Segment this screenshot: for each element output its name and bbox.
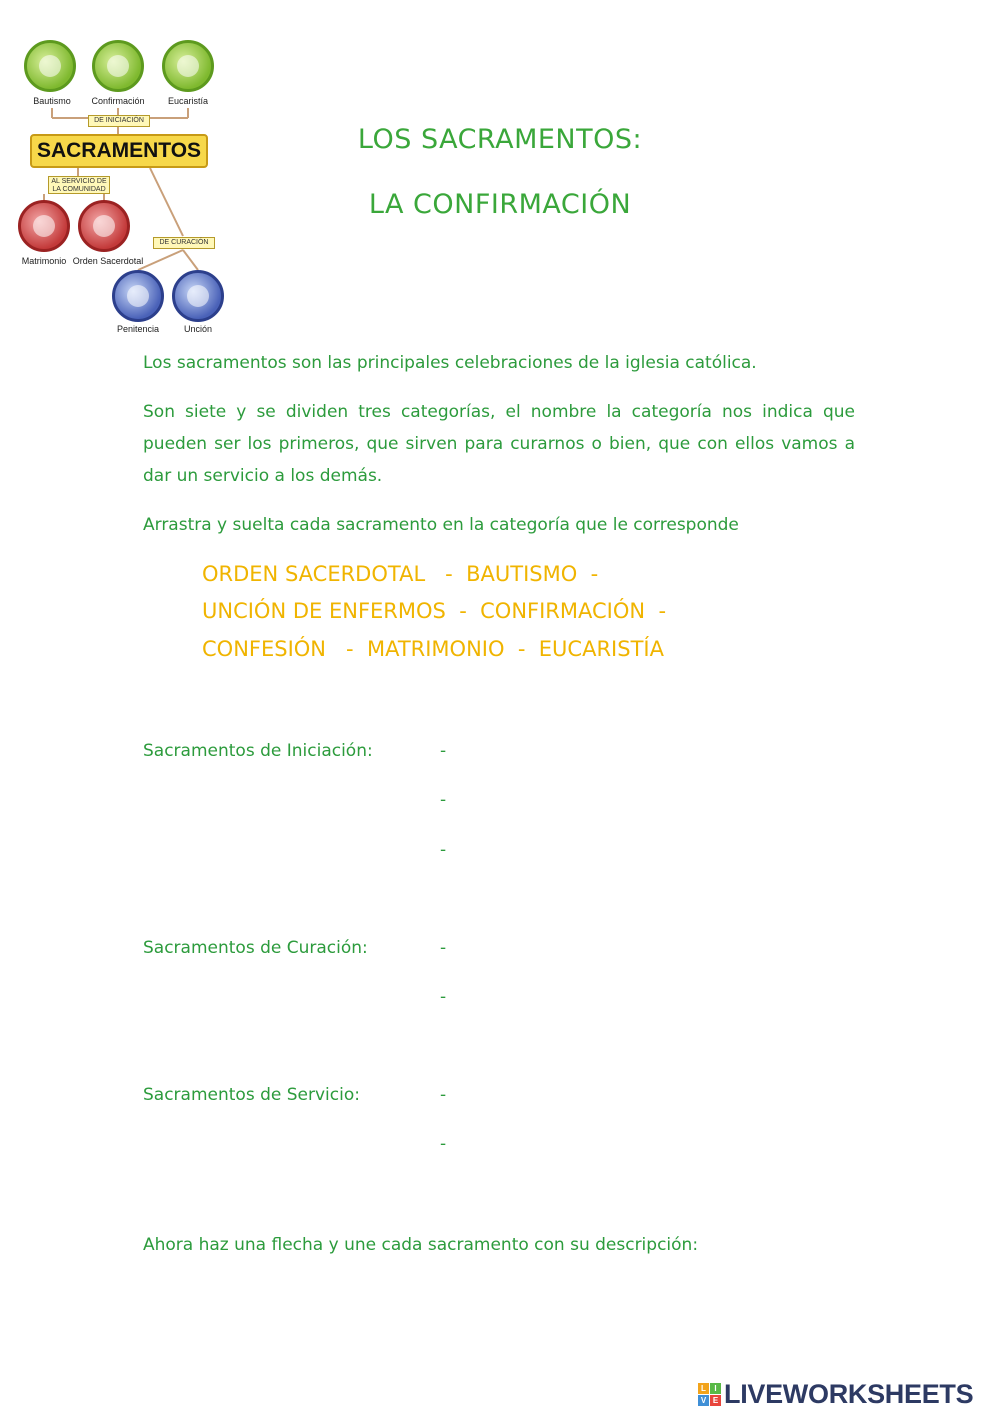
diagram-label-eucaristia: Eucaristía <box>167 96 209 106</box>
category-servicio: Sacramentos de Servicio: <box>143 1085 360 1105</box>
sacraments-diagram <box>0 0 260 345</box>
tag-iniciacion: DE INICIACIÓN <box>88 115 150 127</box>
diagram-label-confirmacion: Confirmación <box>91 96 145 106</box>
drag-instruction: Arrastra y suelta cada sacramento en la categoría que le corresponde <box>143 515 739 535</box>
tag-curacion: DE CURACIÓN <box>153 237 215 249</box>
diagram-label-uncion: Unción <box>183 324 212 334</box>
tag-servicio: AL SERVICIO DE LA COMUNIDAD <box>48 176 110 194</box>
drop-slot-iniciacion-1[interactable]: - <box>440 741 447 761</box>
page-title-line-2: LA CONFIRMACIÓN <box>368 189 632 220</box>
intro-paragraph-2: Son siete y se dividen tres categorías, el nombre la categoría nos indica que pueden ser los primeros, que sirven para curarnos o bien, que con ellos vamos a dar un servicio a los demás. <box>143 402 855 486</box>
penitencia-icon <box>112 270 164 322</box>
eucaristia-icon <box>162 40 214 92</box>
category-curacion: Sacramentos de Curación: <box>143 938 368 958</box>
bautismo-icon <box>24 40 76 92</box>
drop-slot-servicio-1[interactable]: - <box>440 1085 447 1105</box>
diagram-label-matrimonio: Matrimonio <box>21 256 67 266</box>
confirmacion-icon <box>92 40 144 92</box>
diagram-main-label: SACRAMENTOS <box>30 134 208 168</box>
page-title-line-1: LOS SACRAMENTOS: <box>357 124 643 155</box>
word-bank-line-1: ORDEN SACERDOTAL - BAUTISMO - <box>202 562 599 586</box>
word-bank-line-3: CONFESIÓN - MATRIMONIO - EUCARISTÍA <box>202 637 664 661</box>
drop-slot-curacion-1[interactable]: - <box>440 938 447 958</box>
word-bank-line-2: UNCIÓN DE ENFERMOS - CONFIRMACIÓN - <box>202 599 667 623</box>
diagram-label-orden: Orden Sacerdotal <box>72 256 144 266</box>
intro-paragraph-1: Los sacramentos son las principales celebraciones de la iglesia católica. <box>143 353 757 373</box>
category-iniciacion: Sacramentos de Iniciación: <box>143 741 373 761</box>
logo-text: LIVEWORKSHEETS <box>724 1378 974 1409</box>
arrow-instruction: Ahora haz una flecha y une cada sacramento con su descripción: <box>143 1235 699 1255</box>
diagram-label-penitencia: Penitencia <box>116 324 160 334</box>
liveworksheets-logo <box>698 1379 973 1409</box>
logo-live-icon: L I V E <box>698 1383 721 1406</box>
diagram-label-bautismo: Bautismo <box>33 96 71 106</box>
drop-slot-iniciacion-3[interactable]: - <box>440 840 447 860</box>
drop-slot-curacion-2[interactable]: - <box>440 987 447 1007</box>
drop-slot-iniciacion-2[interactable]: - <box>440 790 447 810</box>
uncion-icon <box>172 270 224 322</box>
drop-slot-servicio-2[interactable]: - <box>440 1134 447 1154</box>
